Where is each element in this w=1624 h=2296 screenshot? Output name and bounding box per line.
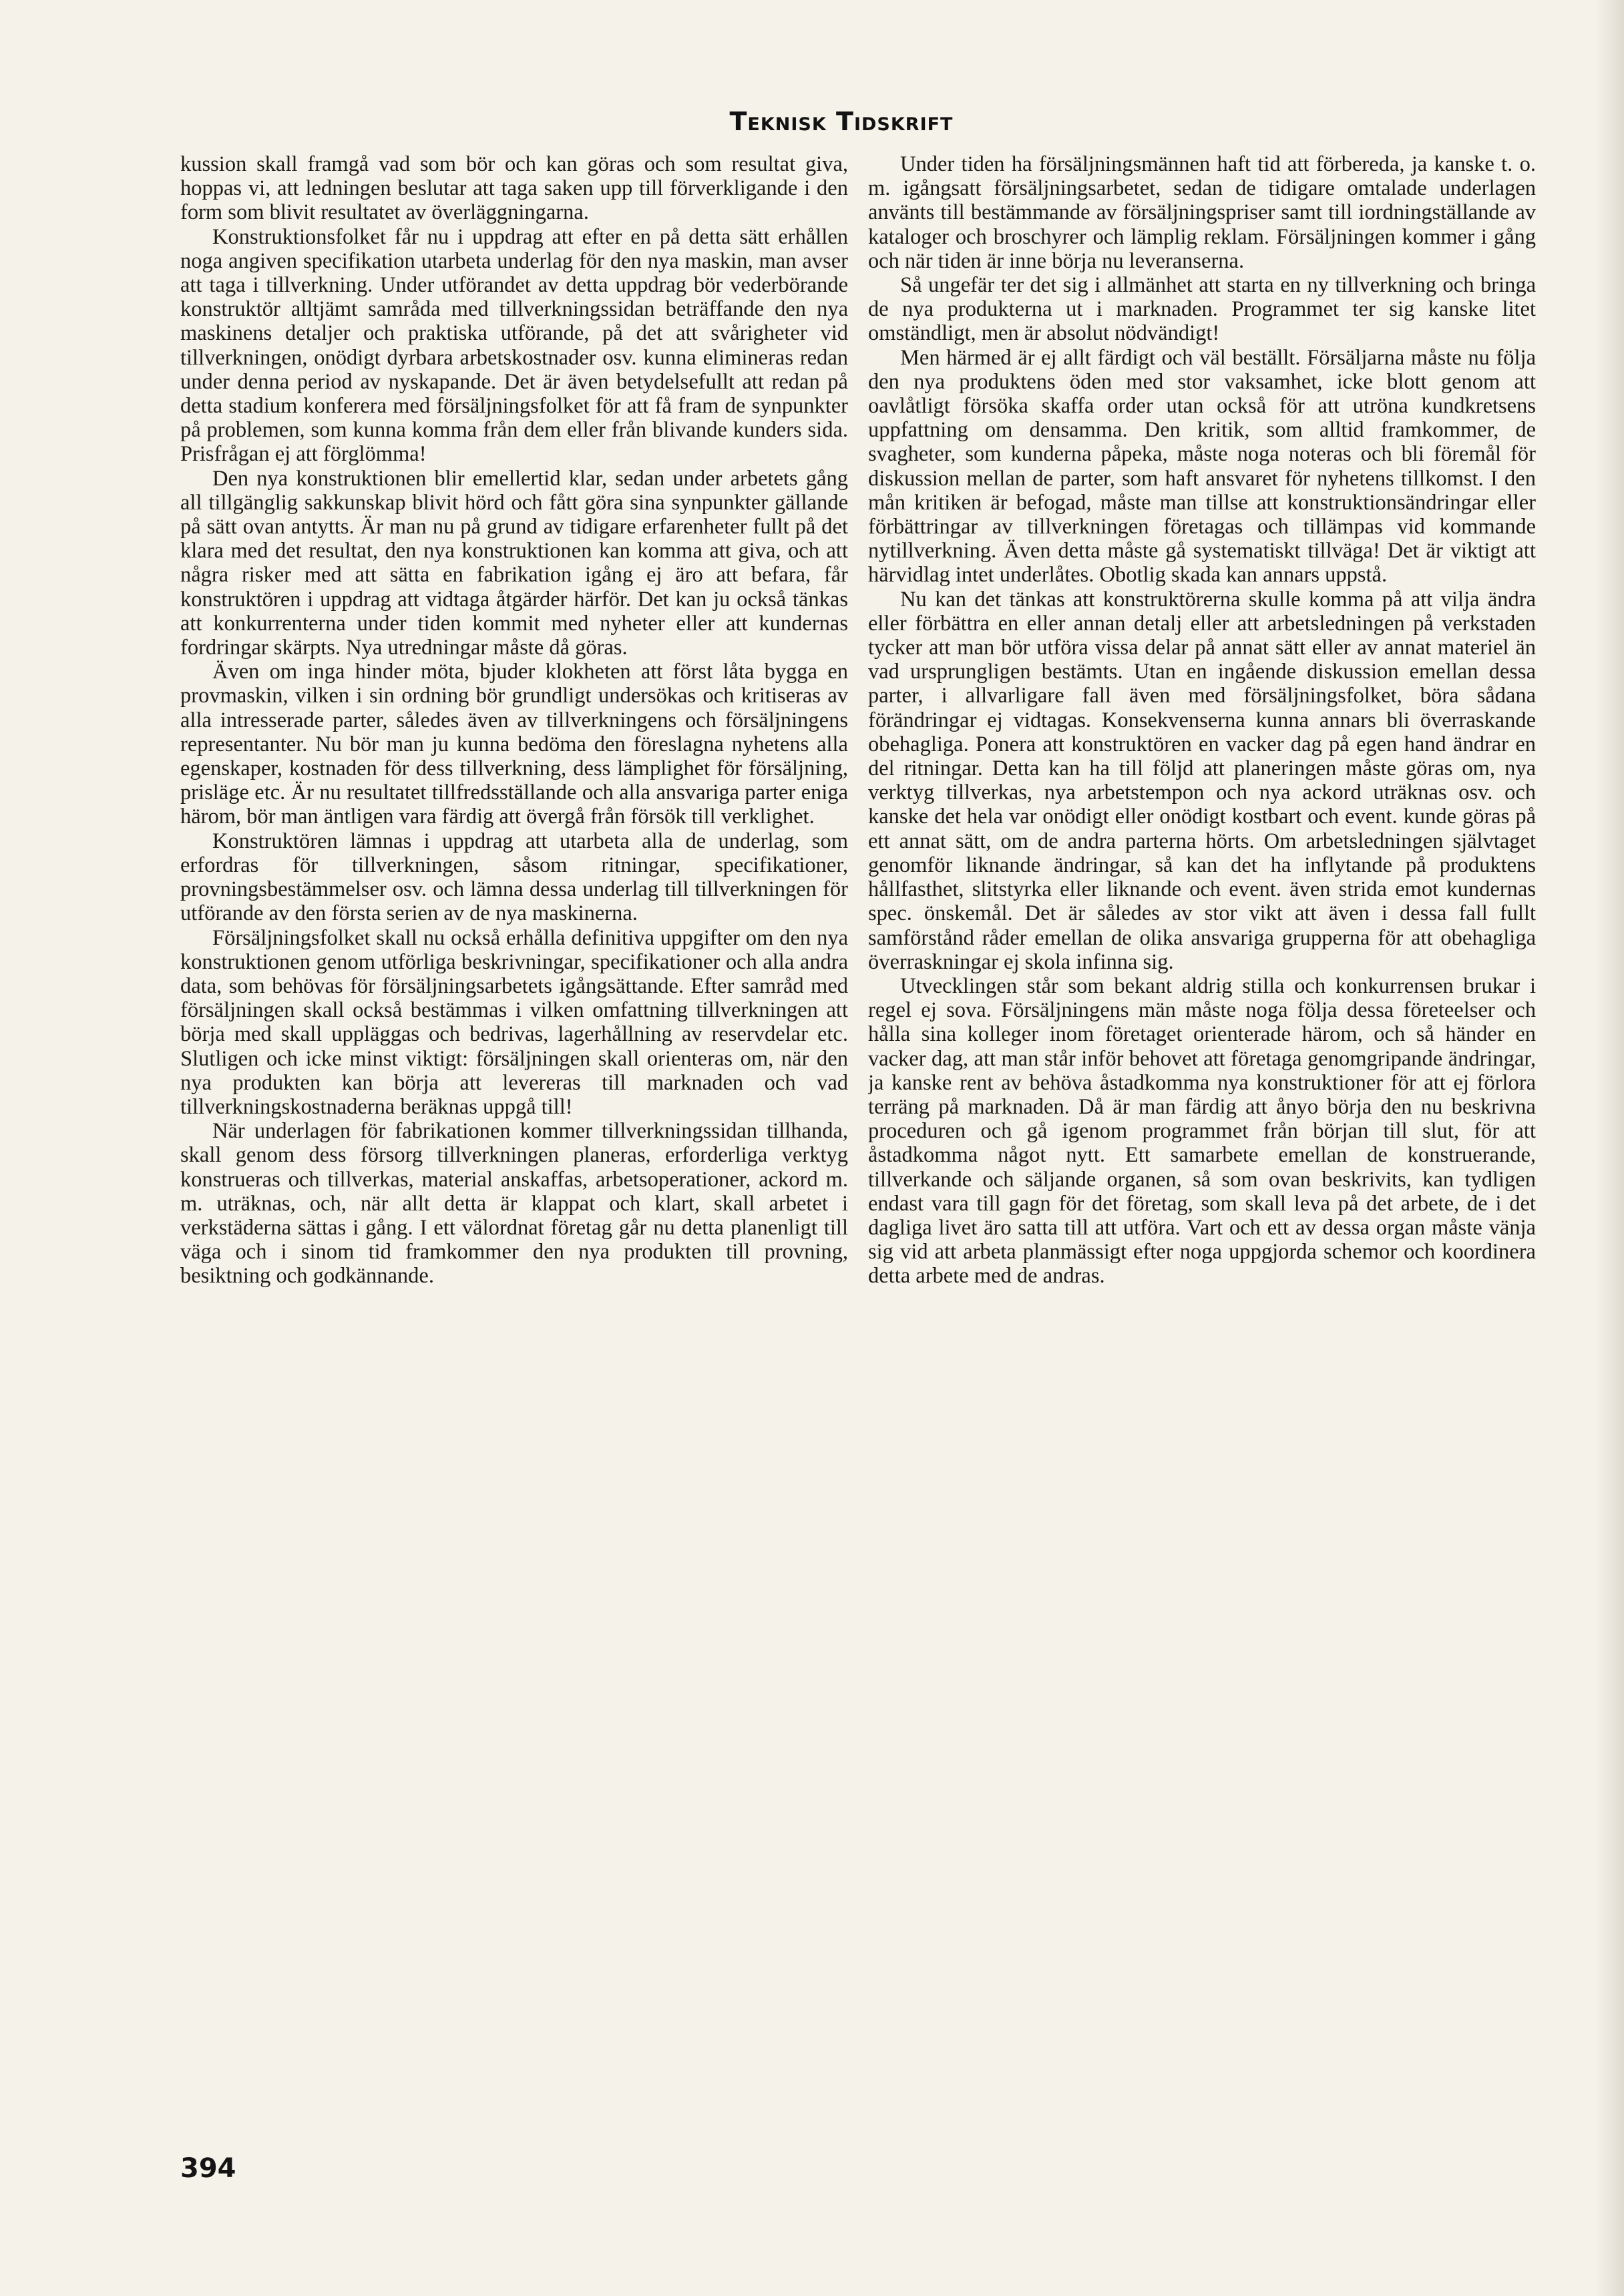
paragraph: Även om inga hinder möta, bjuder klokheten att först låta bygga en provmaskin, vilken i sin ordning bör grundligt undersökas och kritiseras av alla intresserade parter, således även av tillverkningens och försäljningens representanter. Nu bör man ju kunna bedöma den föreslagna nyhetens alla egenskaper, kostnaden för dess tillverkning, dess lämplighet för försäljning, prisläge etc. Är nu resultatet tillfredsställande och alla ansvariga parter eniga härom, bör man äntligen vara färdig att övergå från försök till verklighet. [180, 660, 848, 829]
journal-header: Teknisk Tidskrift [729, 107, 954, 136]
paragraph: kussion skall framgå vad som bör och kan göras och som resultat giva, hoppas vi, att ledningen beslutar att taga saken upp till förverkligande i den form som blivit resultatet av överläggningarna. [180, 152, 848, 225]
page-edge-shadow [1596, 0, 1624, 2296]
paragraph: Konstruktionsfolket får nu i uppdrag att efter en på detta sätt erhållen noga angiven specifikation utarbeta underlag för den nya maskin, man avser att taga i tillverkning. Under utförandet av detta uppdrag bör vederbörande konstruktör alltjämt samråda med tillverkningssidan beträffande den nya maskinens detaljer och praktiska utförande, på det att svårigheter vid tillverkningen, onödigt dyrbara arbetskostnader osv. kunna elimineras redan under denna period av nyskapande. Det är även betydelsefullt att redan på detta stadium konferera med försäljningsfolket för att få fram de synpunkter på problemen, som kunna komma från dem eller från blivande kunders sida. Prisfrågan ej att förglömma! [180, 224, 848, 467]
paragraph: Försäljningsfolket skall nu också erhålla definitiva uppgifter om den nya konstruktionen genom utförliga beskrivningar, specifikationer och alla andra data, som behövas för försäljningsarbetets igångsättande. Efter samråd med försäljningen skall också bestämmas i vilken omfattning tillverkningen att börja med skall uppläggas och bedrivas, lagerhållning av reservdelar etc. Slutligen och icke minst viktigt: försäljningen skall orienteras om, när den nya produkten kan börja att levereras till marknaden och vad tillverkningskostnaderna beräknas uppgå till! [180, 925, 848, 1119]
page-number: 394 [180, 2153, 236, 2184]
paragraph: Under tiden ha försäljningsmännen haft tid att förbereda, ja kanske t. o. m. igångsatt försäljningsarbetet, sedan de tidigare omtalade underlagen använts till bestämmande av försäljningspriser samt till iordningställande av kataloger och broschyrer och lämplig reklam. Försäljningen kommer i gång och när tiden är inne börja nu leveranserna. [868, 152, 1536, 273]
paragraph: Men härmed är ej allt färdigt och väl beställt. Försäljarna måste nu följa den nya produktens öden med stor vaksamhet, icke blott genom att oavlåtligt försöka skaffa order utan också för att utröna kundkretsens uppfattning om densamma. Den kritik, som alltid framkommer, de svagheter, som kunderna påpeka, måste noga noteras och bli föremål för diskussion mellan de parter, som haft ansvaret för nyhetens tillkomst. I den mån kritiken är befogad, måste man tillse att konstruktionsändringar eller förbättringar av tillverkningen företagas och tillämpas vid kommande nytillverkning. Även detta måste gå systematiskt tillväga! Det är viktigt att härvidlag intet underlåtes. Obotlig skada kan annars uppstå. [868, 345, 1536, 588]
right-column [868, 152, 1536, 2142]
left-column [180, 152, 848, 2142]
paragraph: Utvecklingen står som bekant aldrig stilla och konkurrensen brukar i regel ej sova. Försäljningens män måste noga följa dessa företeelser och hålla sina kolleger inom företaget orienterade härom, och så händer en vacker dag, att man står inför behovet att företaga genomgripande ändringar, ja kanske rent av behöva åstadkomma nya konstruktioner för att ej förlora terräng på marknaden. Då är man färdig att ånyo börja den nu beskrivna proceduren och gå igenom programmet från början till slut, för att åstadkomma något nytt. Ett samarbete emellan de konstruerande, tillverkande och säljande organen, så som ovan beskrivits, kan tydligen endast vara till gagn för det företag, som skall leva på det arbete, de i det dagliga livet äro satta till att utföra. Vart och ett av dessa organ måste vänja sig vid att arbeta planmässigt efter noga uppgjorda schemor och koordinera detta arbete med de andras. [868, 973, 1536, 1289]
paragraph: Så ungefär ter det sig i allmänhet att starta en ny tillverkning och bringa de nya produkterna ut i marknaden. Programmet ter sig kanske litet omständligt, men är absolut nödvändigt! [868, 273, 1536, 346]
paragraph: Nu kan det tänkas att konstruktörerna skulle komma på att vilja ändra eller förbättra en eller annan detalj eller att arbetsledningen på verkstaden tycker att man bör utföra vissa delar på annat sätt eller av annat materiel än vad ursprungligen bestämts. Utan en ingående diskussion emellan dessa parter, i allvarligare fall även med försäljningsfolket, böra sådana förändringar ej vidtagas. Konsekvenserna kunna annars bli överraskande obehagliga. Ponera att konstruktören en vacker dag på egen hand ändrar en del ritningar. Detta kan ha till följd att planeringen måste göras om, nya verktyg tillverkas, nya arbetstempon och nya ackord uträknas osv. och kanske det hela var onödigt eller onödigt kostbart och event. kunde göras på ett annat sätt, om de andra parterna hörts. Om arbetsledningen självtaget genomför liknande ändringar, så kan det ha inflytande på produktens hållfasthet, slitstyrka eller liknande och event. även strida emot kundernas spec. önskemål. Det är således av stor vikt att även i dessa fall fullt samförstånd råder emellan de olika ansvariga grupperna för att obehagliga överraskningar ej skola infinna sig. [868, 587, 1536, 974]
paragraph: När underlagen för fabrikationen kommer tillverkningssidan tillhanda, skall genom dess försorg tillverkningen planeras, erforderliga verktyg konstrueras och tillverkas, material anskaffas, arbetsoperationer, ackord m. m. uträknas, och, när allt detta är klappat och klart, skall arbetet i verkstäderna sättas i gång. I ett välordnat företag går nu detta planenligt till väga och i sinom tid framkommer den nya produkten till provning, besiktning och godkännande. [180, 1119, 848, 1289]
paragraph: Konstruktören lämnas i uppdrag att utarbeta alla de underlag, som erfordras för tillverkningen, såsom ritningar, specifikationer, provningsbestämmelser osv. och lämna dessa underlag till tillverkningen för utförande av den första serien av de nya maskinerna. [180, 829, 848, 926]
paragraph: Den nya konstruktionen blir emellertid klar, sedan under arbetets gång all tillgänglig sakkunskap blivit hörd och fått göra sina synpunkter gällande på sätt ovan antytts. Är man nu på grund av tidigare erfarenheter fullt på det klara med det resultat, den nya konstruktionen kan komma att giva, och att några risker med att sätta en fabrikation igång ej äro att befara, får konstruktören i uppdrag att vidtaga åtgärder härför. Det kan ju också tänkas att konkurrenterna under tiden kommit med nyheter eller att kundernas fordringar skärpts. Nya utredningar måste då göras. [180, 466, 848, 660]
